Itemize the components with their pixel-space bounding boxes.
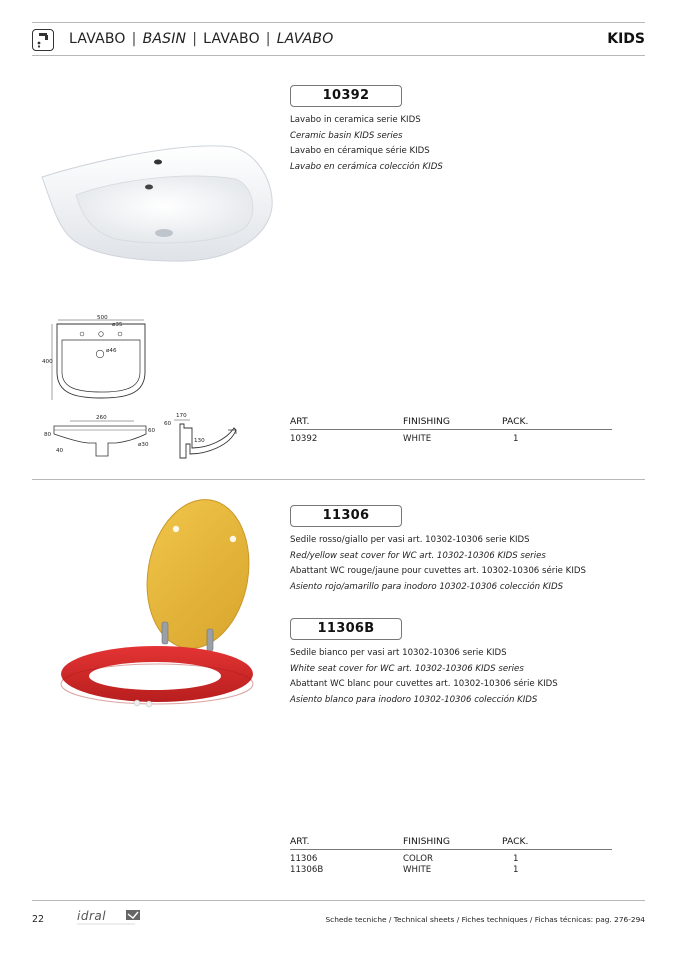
dim-wall: 60	[164, 421, 172, 427]
cell-art: 11306	[290, 854, 318, 864]
cell-finishing: WHITE	[403, 434, 432, 444]
product-code-box: 11306B	[290, 618, 402, 640]
table-header-row	[290, 836, 612, 850]
basin-side-view-drawing	[160, 410, 242, 462]
product-table	[290, 416, 612, 445]
description-fr: Lavabo en céramique série KIDS	[290, 146, 430, 157]
footer-rule	[32, 900, 645, 901]
dim-width: 500	[97, 315, 108, 321]
table-header-row	[290, 416, 612, 430]
description-es: Asiento rojo/amarillo para inodoro 10302-10306 colección KIDS	[290, 581, 564, 592]
cell-finishing: WHITE	[403, 865, 432, 875]
header-finishing: FINISHING	[403, 836, 451, 847]
table-row	[290, 865, 612, 876]
brand-logo	[77, 908, 141, 926]
cell-pack: 1	[513, 854, 519, 864]
header-pack: PACK.	[502, 416, 529, 427]
description-fr: Abattant WC rouge/jaune pour cuvettes art. 10302-10306 série KIDS	[290, 566, 586, 577]
cell-pack: 1	[513, 865, 519, 875]
description-it: Sedile rosso/giallo per vasi art. 10302-10306 serie KIDS	[290, 535, 530, 545]
technical-sheets-reference: Schede tecniche / Technical sheets / Fiches techniques / Fichas técnicas: pag. 276-294	[325, 915, 645, 924]
description-es	[290, 160, 443, 176]
description-it: Sedile bianco per vasi art 10302-10306 serie KIDS	[290, 648, 507, 658]
dim-offset: 60	[148, 428, 156, 434]
description-en: White seat cover for WC art. 10302-10306 KIDS series	[290, 663, 524, 674]
product-table	[290, 836, 612, 876]
header-art: ART.	[290, 836, 310, 847]
table-row	[290, 854, 612, 865]
page-number: 22	[32, 914, 45, 925]
header-bottom-rule	[32, 55, 645, 56]
header-finishing: FINISHING	[403, 416, 451, 427]
title-it: LAVABO	[69, 31, 126, 47]
dim-tap-hole: ø35	[112, 322, 123, 328]
header-top-rule	[32, 22, 645, 23]
dim-base: 40	[56, 448, 64, 454]
brand-wordmark: idral	[77, 909, 107, 923]
title-es: LAVABO	[276, 31, 334, 47]
cell-finishing: COLOR	[403, 854, 433, 864]
description-en: Red/yellow seat cover for WC art. 10302-10306 KIDS series	[290, 550, 546, 561]
cell-pack: 1	[513, 434, 519, 444]
dim-front-height: 80	[44, 432, 52, 438]
title-separator: |	[265, 31, 271, 47]
dim-depth: 170	[176, 413, 187, 419]
description-en: Ceramic basin KIDS series	[290, 130, 403, 141]
description-it: Lavabo in ceramica serie KIDS	[290, 115, 421, 125]
title-fr: LAVABO	[203, 31, 260, 47]
title-separator: |	[131, 31, 137, 47]
description-fr: Abattant WC blanc pour cuvettes art. 10302-10306 série KIDS	[290, 679, 558, 690]
dim-height: 400	[42, 359, 53, 365]
title-separator: |	[192, 31, 198, 47]
product-description	[290, 533, 586, 595]
cell-art: 11306B	[290, 865, 324, 875]
title-en: BASIN	[142, 31, 187, 47]
product-code-box: 11306	[290, 505, 402, 527]
description-es: Asiento blanco para inodoro 10302-10306 colección KIDS	[290, 694, 538, 705]
product-description	[290, 646, 558, 708]
header-art: ART.	[290, 416, 310, 427]
dim-rim: 130	[194, 438, 205, 444]
basin-front-view-drawing	[42, 412, 162, 462]
dim-front-drain: ø30	[138, 442, 149, 448]
page-title	[69, 31, 333, 47]
dim-span: 260	[96, 415, 107, 421]
header-pack: PACK.	[502, 836, 529, 847]
product-description	[290, 113, 443, 175]
product-code-box: 10392	[290, 85, 402, 107]
seat-cover-product-image	[55, 492, 255, 712]
basin-product-image	[36, 135, 276, 265]
dim-drain: ø46	[106, 348, 117, 354]
cell-art: 10392	[290, 434, 318, 444]
basin-faucet-icon	[32, 29, 54, 51]
basin-top-view-drawing	[42, 314, 162, 406]
table-row	[290, 434, 612, 445]
description-es-text: Lavabo en cerámica colección KIDS	[290, 161, 443, 172]
section-divider	[32, 479, 645, 480]
collection-name: KIDS	[607, 31, 645, 47]
